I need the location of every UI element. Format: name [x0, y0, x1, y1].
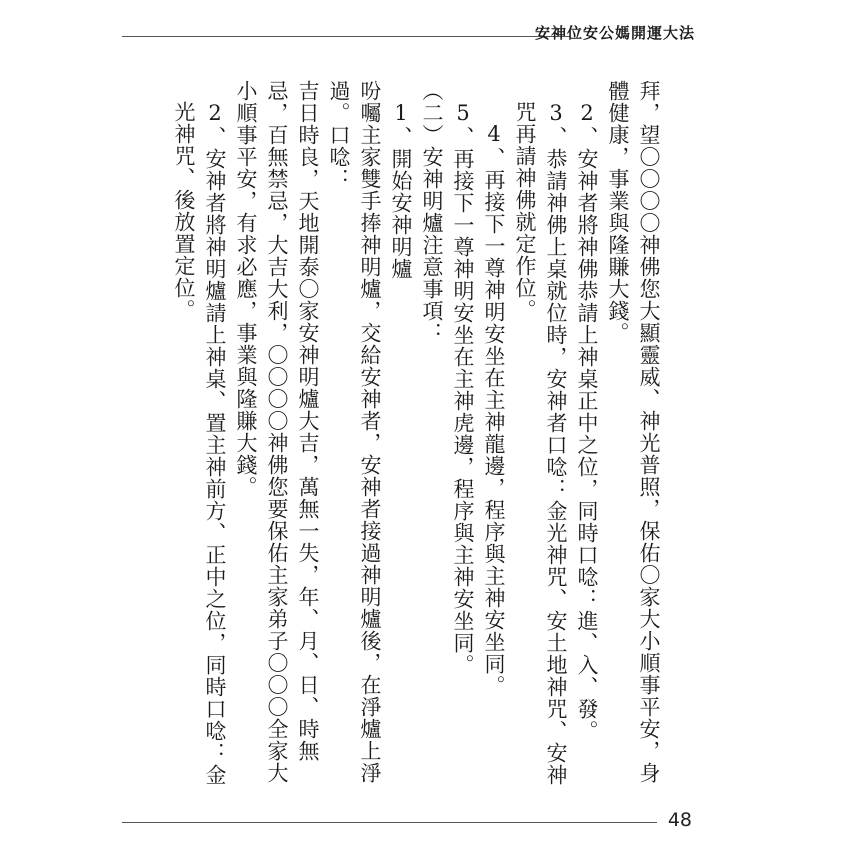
- paragraph-10: 2、安神者將神明爐請上神桌、置主神前方、正中之位，同時口唸：金光神咒、後放置定位。: [172, 101, 227, 786]
- section-heading: （二）安神明爐注意事項：: [420, 80, 444, 344]
- paragraph-9: 吉日時良，天地開泰〇家安神明爐大吉，萬無一失，年、月、日、時無忌，百無禁忌，大吉大利，〇〇〇〇神佛您要保佑主家弟子〇〇〇全家大小順事平安，有求必應，事業與隆賺大錢。: [234, 80, 320, 784]
- paragraph-4: 4、再接下一尊神明安坐在主神龍邊，程序與主神安坐同。: [482, 122, 506, 697]
- header-rule: [122, 36, 570, 37]
- paragraph-5: 5、再接下一尊神明安坐在主神虎邊，程序與主神安坐同。: [451, 101, 475, 676]
- paragraph-8: 吩囑主家雙手捧神明爐，交給安神者，安神者接過神明爐後，在淨爐上淨過。口唸：: [327, 80, 382, 784]
- paragraph-3: 3、恭請神佛上桌就位時，安神者口唸：金光神咒、安土地神咒、安神咒再請神佛就定作位。: [513, 101, 568, 786]
- paragraph-1: 拜，望〇〇〇〇神佛您大顯靈威、神光普照，保佑〇家大小順事平安，身體健康，事業與隆賺大錢。: [606, 80, 661, 784]
- paragraph-7: 1、開始安神明爐: [389, 101, 413, 280]
- page-number: 48: [667, 809, 692, 831]
- running-header-title: 安神位安公媽開運大法: [534, 24, 695, 42]
- footer-rule: [122, 822, 657, 823]
- paragraph-2: 2、安神者將神佛恭請上神桌正中之位，同時口唸：進、入、發。: [575, 101, 599, 742]
- vertical-body-text: [170, 80, 664, 795]
